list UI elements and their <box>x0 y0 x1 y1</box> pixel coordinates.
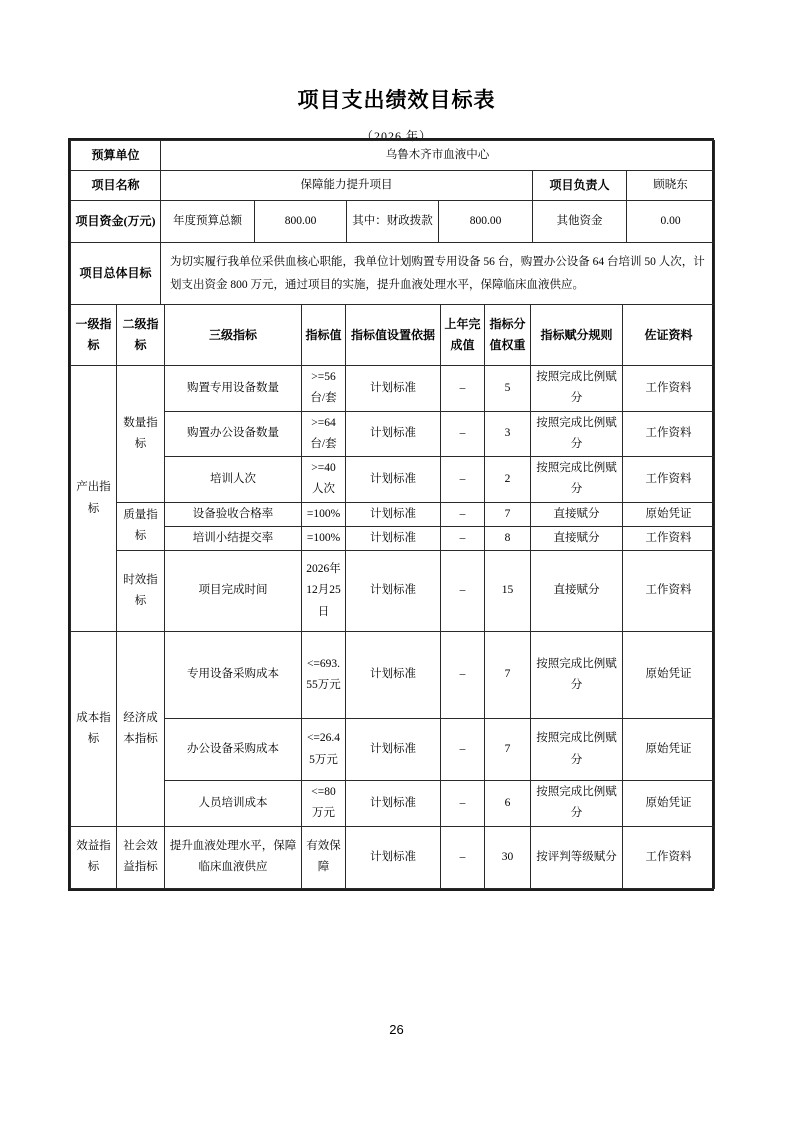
weight-cell: 15 <box>485 551 531 632</box>
rule-cell: 按照完成比例赋分 <box>531 366 623 412</box>
rule-cell: 按照完成比例赋分 <box>531 411 623 457</box>
evidence-cell: 工作资料 <box>623 366 715 412</box>
basis-cell: 计划标准 <box>346 632 441 719</box>
indicator-cell: 培训小结提交率 <box>165 526 302 550</box>
basis-cell: 计划标准 <box>346 411 441 457</box>
evidence-cell: 原始凭证 <box>623 632 715 719</box>
prev-year-cell: – <box>441 632 485 719</box>
project-name-label: 项目名称 <box>71 171 161 201</box>
indicator-table <box>70 304 715 889</box>
table-row <box>71 632 715 719</box>
prev-year-cell: – <box>441 366 485 412</box>
indicator-cell: 培训人次 <box>165 457 302 503</box>
header-value: 指标值 <box>302 305 346 366</box>
level2-cell: 经济成本指标 <box>117 632 165 827</box>
value-cell: 2026年12月25日 <box>302 551 346 632</box>
table-row <box>71 243 715 305</box>
table-row <box>71 526 715 550</box>
header-evidence: 佐证资料 <box>623 305 715 366</box>
rule-cell: 按照完成比例赋分 <box>531 719 623 781</box>
header-prev-year: 上年完成值 <box>441 305 485 366</box>
weight-cell: 7 <box>485 719 531 781</box>
basis-cell: 计划标准 <box>346 551 441 632</box>
prev-year-cell: – <box>441 457 485 503</box>
basis-cell: 计划标准 <box>346 781 441 827</box>
evidence-cell: 原始凭证 <box>623 502 715 526</box>
level1-cell: 效益指标 <box>71 826 117 888</box>
indicator-cell: 购置办公设备数量 <box>165 411 302 457</box>
header-weight: 指标分值权重 <box>485 305 531 366</box>
fiscal-allocation-label: 其中：财政拨款 <box>347 201 439 243</box>
rule-cell: 直接赋分 <box>531 526 623 550</box>
value-cell: <=80 万元 <box>302 781 346 827</box>
weight-cell: 30 <box>485 826 531 888</box>
annual-budget-label: 年度预算总额 <box>161 201 255 243</box>
level2-cell: 数量指标 <box>117 366 165 503</box>
page-subtitle: （2026 年） <box>360 129 432 143</box>
level1-cell: 产出指标 <box>71 366 117 632</box>
value-cell: 有效保障 <box>302 826 346 888</box>
other-funds-label: 其他资金 <box>533 201 627 243</box>
weight-cell: 7 <box>485 632 531 719</box>
rule-cell: 按评判等级赋分 <box>531 826 623 888</box>
indicator-cell: 设备验收合格率 <box>165 502 302 526</box>
rule-cell: 按照完成比例赋分 <box>531 457 623 503</box>
weight-cell: 6 <box>485 781 531 827</box>
weight-cell: 2 <box>485 457 531 503</box>
prev-year-cell: – <box>441 826 485 888</box>
project-info-table <box>70 140 715 305</box>
project-funds-label: 项目资金(万元) <box>71 201 161 243</box>
project-name-value: 保障能力提升项目 <box>161 171 533 201</box>
basis-cell: 计划标准 <box>346 457 441 503</box>
table-row <box>71 411 715 457</box>
overall-goal-value: 为切实履行我单位采供血核心职能，我单位计划购置专用设备 56 台，购置办公设备 64 台培训 50 人次，计划支出资金 800 万元，通过项目的实施，提升血液处理水平，保障临床血液供应。 <box>161 243 715 305</box>
prev-year-cell: – <box>441 551 485 632</box>
indicator-cell: 购置专用设备数量 <box>165 366 302 412</box>
rule-cell: 直接赋分 <box>531 551 623 632</box>
table-row <box>71 826 715 888</box>
table-row <box>71 171 715 201</box>
header-level1: 一级指标 <box>71 305 117 366</box>
weight-cell: 8 <box>485 526 531 550</box>
performance-target-table <box>68 138 714 891</box>
evidence-cell: 工作资料 <box>623 551 715 632</box>
table-row <box>71 719 715 781</box>
value-cell: >=40 人次 <box>302 457 346 503</box>
value-cell: >=64 台/套 <box>302 411 346 457</box>
basis-cell: 计划标准 <box>346 526 441 550</box>
overall-goal-label: 项目总体目标 <box>71 243 161 305</box>
weight-cell: 3 <box>485 411 531 457</box>
indicator-cell: 专用设备采购成本 <box>165 632 302 719</box>
indicator-cell: 办公设备采购成本 <box>165 719 302 781</box>
basis-cell: 计划标准 <box>346 366 441 412</box>
table-row <box>71 457 715 503</box>
table-row <box>71 366 715 412</box>
rule-cell: 按照完成比例赋分 <box>531 781 623 827</box>
budget-unit-value: 乌鲁木齐市血液中心 <box>161 141 715 171</box>
prev-year-cell: – <box>441 781 485 827</box>
prev-year-cell: – <box>441 411 485 457</box>
project-leader-label: 项目负责人 <box>533 171 627 201</box>
budget-unit-label: 预算单位 <box>71 141 161 171</box>
level2-cell: 社会效益指标 <box>117 826 165 888</box>
rule-cell: 按照完成比例赋分 <box>531 632 623 719</box>
indicator-header-row <box>71 305 715 366</box>
basis-cell: 计划标准 <box>346 719 441 781</box>
evidence-cell: 工作资料 <box>623 526 715 550</box>
value-cell: >=56 台/套 <box>302 366 346 412</box>
weight-cell: 7 <box>485 502 531 526</box>
table-row <box>71 141 715 171</box>
level2-cell: 质量指标 <box>117 502 165 551</box>
basis-cell: 计划标准 <box>346 826 441 888</box>
rule-cell: 直接赋分 <box>531 502 623 526</box>
evidence-cell: 原始凭证 <box>623 719 715 781</box>
header-basis: 指标值设置依据 <box>346 305 441 366</box>
indicator-cell: 人员培训成本 <box>165 781 302 827</box>
value-cell: =100% <box>302 502 346 526</box>
header-level2: 二级指标 <box>117 305 165 366</box>
fiscal-allocation-value: 800.00 <box>439 201 533 243</box>
weight-cell: 5 <box>485 366 531 412</box>
indicator-cell: 提升血液处理水平，保障临床血液供应 <box>165 826 302 888</box>
evidence-cell: 工作资料 <box>623 411 715 457</box>
prev-year-cell: – <box>441 719 485 781</box>
prev-year-cell: – <box>441 502 485 526</box>
project-leader-value: 顾晓东 <box>627 171 715 201</box>
value-cell: <=693.55万元 <box>302 632 346 719</box>
annual-budget-value: 800.00 <box>255 201 347 243</box>
table-row <box>71 201 715 243</box>
header-level3: 三级指标 <box>165 305 302 366</box>
evidence-cell: 原始凭证 <box>623 781 715 827</box>
table-row <box>71 551 715 632</box>
prev-year-cell: – <box>441 526 485 550</box>
page-number: 26 <box>389 1022 404 1037</box>
page-title: 项目支出绩效目标表 <box>297 88 496 112</box>
basis-cell: 计划标准 <box>346 502 441 526</box>
value-cell: =100% <box>302 526 346 550</box>
value-cell: <=26.45万元 <box>302 719 346 781</box>
indicator-cell: 项目完成时间 <box>165 551 302 632</box>
level2-cell: 时效指标 <box>117 551 165 632</box>
header-scoring-rule: 指标赋分规则 <box>531 305 623 366</box>
other-funds-value: 0.00 <box>627 201 715 243</box>
table-row <box>71 781 715 827</box>
evidence-cell: 工作资料 <box>623 457 715 503</box>
level1-cell: 成本指标 <box>71 632 117 827</box>
table-row <box>71 502 715 526</box>
evidence-cell: 工作资料 <box>623 826 715 888</box>
